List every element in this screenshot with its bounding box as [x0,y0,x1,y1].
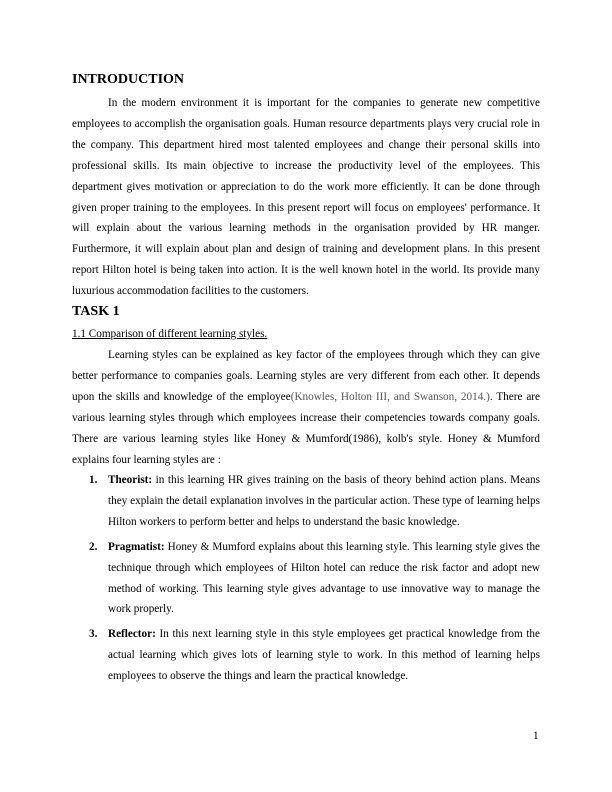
list-item-pragmatist [72,537,540,621]
list-number: 2. [89,540,98,553]
task1-heading: TASK 1 [72,304,120,319]
list-term: Reflector: [108,628,156,641]
list-item-theorist [72,470,540,533]
list-text: Honey & Mumford explains about this learning style. This learning style gives the technique through which employees of Hilton hotel can reduce the risk factor and adopt new method of working. This learning style gives advantage to use innovative way to manage the work properly. [108,540,540,616]
section-1-1-heading: 1.1 Comparison of different learning styles. [72,328,268,340]
introduction-paragraph: In the modern environment it is important for the companies to generate new competitive employees to accomplish the organisation goals. Human resource departments plays very crucial role in the company. This department hired most talented employees and change their personal skills into professional skills. Its main objective to increase the productivity level of the employees. This department gives motivation or appreciation to do the work more efficiently. It can be done through given proper training to the employees. In this present report will focus on employees' performance. It will explain about the various learning methods in the organisation provided by HR manger. Furthermore, it will explain about plan and design of training and development plans. In this present report Hilton hotel is being taken into action. It is the well known hotel in the world. Its provide many luxurious accommodation facilities to the customers. [72,97,540,298]
paragraph-text: Learning styles can be explained as key factor of the employees through which they can give better performance to companies goals. Learning styles are very different from each other. It depends upon the skills and knowledge of the employee [72,349,540,403]
introduction-heading: INTRODUCTION [72,72,185,87]
list-item-reflector [72,624,540,687]
list-term: Theorist: [108,474,153,486]
list-text: In this next learning style in this style employees get practical knowledge from the actual learning which gives lots of learning style to work. In this method of learning helps employees to observe the things and learn the practical knowledge. [108,628,540,683]
citation: (Knowles, Holton III, and Swanson, 2014.) [290,390,490,403]
list-number: 3. [89,628,98,641]
list-number: 1. [89,474,98,486]
paragraph-text-cont: . There are various learning styles through which employees increase their competencies towards company goals. There are various learning styles like Honey & Mumford(1986), kolb's style. Honey & Mumford explains four learning styles are : [72,390,540,466]
list-text: in this learning HR gives training on the basis of theory behind action plans. Means they explain the detail explanation involves in the particular action. These type of learning helps Hilton workers to perform better and helps to understand the basic knowledge. [108,474,540,528]
learning-styles-list [72,470,540,687]
learning-styles-paragraph [72,345,540,470]
page-number: 1 [533,730,539,742]
list-term: Pragmatist: [108,540,165,553]
